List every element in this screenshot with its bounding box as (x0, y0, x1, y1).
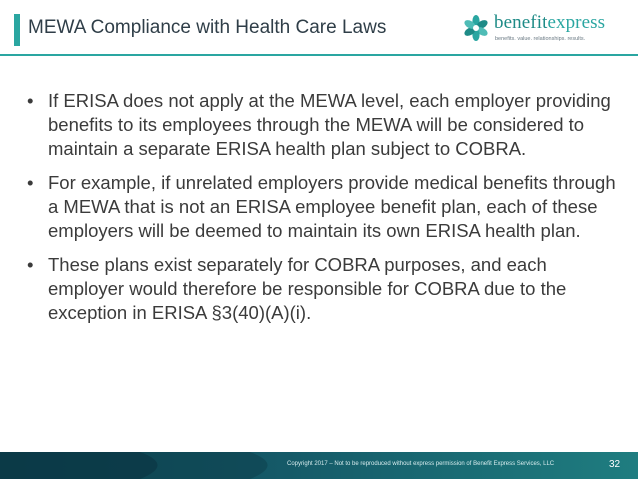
bullet-item (22, 171, 622, 243)
logo-word-benefit: benefit (494, 12, 548, 33)
bullet-marker: • (27, 90, 34, 111)
bullet-item (22, 89, 622, 161)
slide-title: MEWA Compliance with Health Care Laws (28, 17, 387, 38)
bullet-marker: • (27, 172, 34, 193)
title-accent-bar (14, 14, 20, 46)
logo-tagline: benefits. value. relationships. results. (495, 36, 586, 42)
logo-wordmark (494, 12, 605, 34)
bullet-text: If ERISA does not apply at the MEWA level, each employer providing benefits to its employees through the MEWA will be considered to maintain a separate ERISA health plan subject to COBRA. (48, 90, 611, 159)
logo-word-express: express (547, 12, 606, 33)
benefitexpress-logo (462, 14, 622, 46)
title-divider (0, 54, 638, 56)
page-number: 32 (609, 459, 621, 470)
bullet-item (22, 253, 622, 325)
footer-band (0, 452, 638, 479)
bullet-marker: • (27, 254, 34, 275)
bullet-text: These plans exist separately for COBRA purposes, and each employer would therefore be responsible for COBRA due to the exception in ERISA §3(40)(A)(i). (48, 254, 567, 323)
benefitexpress-flower-icon (462, 14, 490, 42)
footer-copyright: Copyright 2017 – Not to be reproduced without express permission of Benefit Express Services, LLC (287, 461, 555, 467)
bullet-text: For example, if unrelated employers provide medical benefits through a MEWA that is not an ERISA employee benefit plan, each of these employers will be deemed to maintain its own ERISA health plan. (48, 172, 616, 241)
bullet-list (22, 89, 622, 335)
